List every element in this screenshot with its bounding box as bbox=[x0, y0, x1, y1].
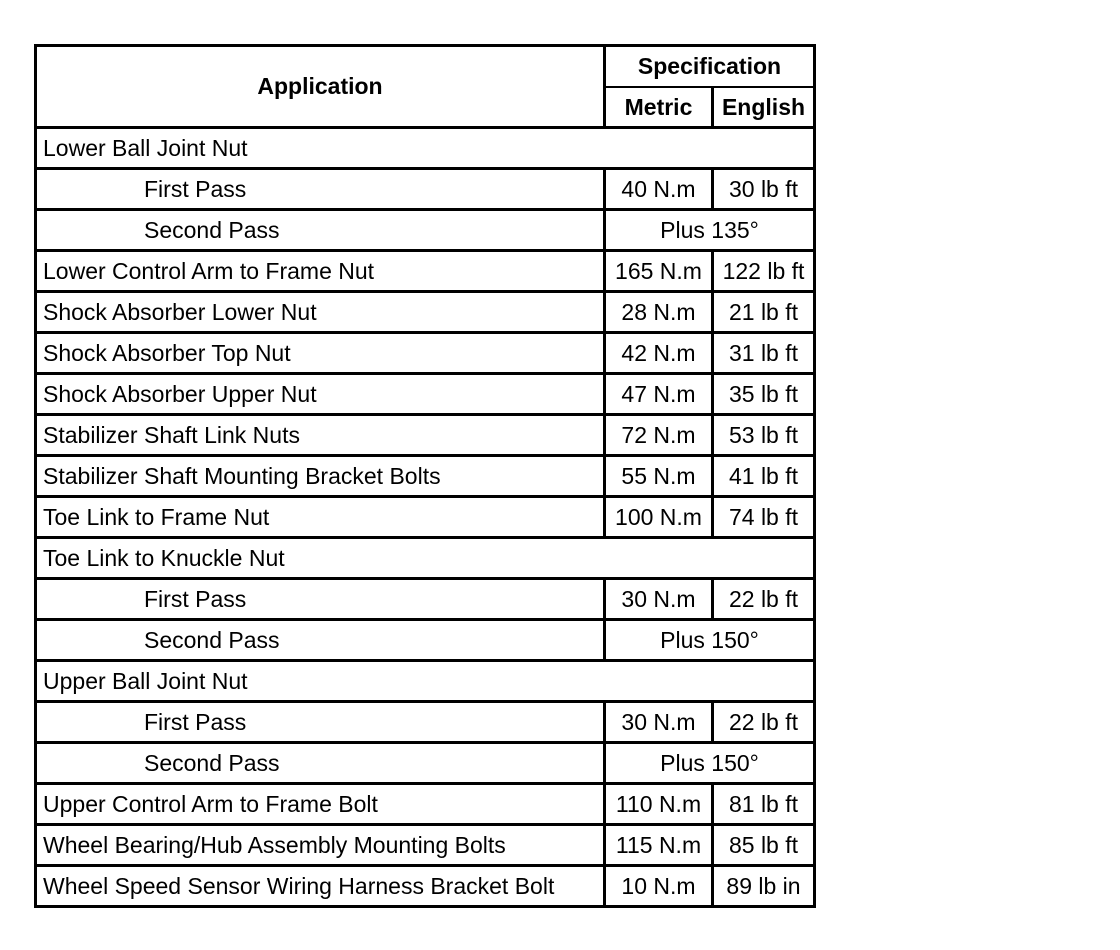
english-cell: 81 lb ft bbox=[714, 782, 813, 823]
table-row bbox=[37, 823, 813, 864]
metric-cell: 47 N.m bbox=[606, 372, 714, 413]
metric-cell: 10 N.m bbox=[606, 864, 714, 905]
application-cell: First Pass bbox=[37, 167, 606, 208]
torque-spec-table bbox=[34, 44, 816, 908]
application-cell: Stabilizer Shaft Link Nuts bbox=[37, 413, 606, 454]
english-cell: 89 lb in bbox=[714, 864, 813, 905]
spec-merged-cell: Plus 150° bbox=[606, 618, 813, 659]
metric-cell: 30 N.m bbox=[606, 700, 714, 741]
english-cell: 53 lb ft bbox=[714, 413, 813, 454]
application-cell: Second Pass bbox=[37, 741, 606, 782]
group-heading-cell: Upper Ball Joint Nut bbox=[37, 659, 813, 700]
english-cell: 22 lb ft bbox=[714, 577, 813, 618]
english-header: English bbox=[714, 88, 813, 129]
english-cell: 35 lb ft bbox=[714, 372, 813, 413]
english-cell: 85 lb ft bbox=[714, 823, 813, 864]
metric-cell: 115 N.m bbox=[606, 823, 714, 864]
english-cell: 22 lb ft bbox=[714, 700, 813, 741]
metric-cell: 40 N.m bbox=[606, 167, 714, 208]
table-row bbox=[37, 700, 813, 741]
spec-merged-cell: Plus 135° bbox=[606, 208, 813, 249]
table-row bbox=[37, 864, 813, 905]
application-cell: Shock Absorber Lower Nut bbox=[37, 290, 606, 331]
metric-cell: 165 N.m bbox=[606, 249, 714, 290]
table-row bbox=[37, 167, 813, 208]
english-cell: 74 lb ft bbox=[714, 495, 813, 536]
table-row bbox=[37, 331, 813, 372]
table-row bbox=[37, 208, 813, 249]
english-cell: 41 lb ft bbox=[714, 454, 813, 495]
table-row bbox=[37, 618, 813, 659]
english-cell: 30 lb ft bbox=[714, 167, 813, 208]
application-cell: Second Pass bbox=[37, 208, 606, 249]
table-row bbox=[37, 454, 813, 495]
application-cell: Wheel Bearing/Hub Assembly Mounting Bolts bbox=[37, 823, 606, 864]
application-cell: First Pass bbox=[37, 700, 606, 741]
application-cell: Stabilizer Shaft Mounting Bracket Bolts bbox=[37, 454, 606, 495]
table-row bbox=[37, 413, 813, 454]
application-cell: Upper Control Arm to Frame Bolt bbox=[37, 782, 606, 823]
table-row bbox=[37, 782, 813, 823]
application-cell: Wheel Speed Sensor Wiring Harness Bracket Bolt bbox=[37, 864, 606, 905]
metric-cell: 30 N.m bbox=[606, 577, 714, 618]
table-row bbox=[37, 249, 813, 290]
metric-cell: 55 N.m bbox=[606, 454, 714, 495]
table-row bbox=[37, 290, 813, 331]
spec-table-body bbox=[37, 129, 813, 905]
application-header: Application bbox=[37, 47, 606, 129]
application-cell: Second Pass bbox=[37, 618, 606, 659]
application-cell: First Pass bbox=[37, 577, 606, 618]
group-heading-cell: Lower Ball Joint Nut bbox=[43, 134, 248, 161]
metric-cell: 42 N.m bbox=[606, 331, 714, 372]
english-cell: 31 lb ft bbox=[714, 331, 813, 372]
metric-cell: 72 N.m bbox=[606, 413, 714, 454]
specification-header: Specification bbox=[606, 47, 813, 88]
metric-cell: 28 N.m bbox=[606, 290, 714, 331]
metric-cell: 110 N.m bbox=[606, 782, 714, 823]
table-row bbox=[37, 659, 813, 700]
table-row bbox=[37, 129, 813, 167]
table-row bbox=[37, 495, 813, 536]
group-heading-cell: Toe Link to Knuckle Nut bbox=[37, 536, 813, 577]
english-cell: 122 lb ft bbox=[714, 249, 813, 290]
application-cell: Toe Link to Frame Nut bbox=[37, 495, 606, 536]
spec-merged-cell: Plus 150° bbox=[606, 741, 813, 782]
metric-cell: 100 N.m bbox=[606, 495, 714, 536]
application-cell: Shock Absorber Upper Nut bbox=[37, 372, 606, 413]
table-row bbox=[37, 536, 813, 577]
table-row bbox=[37, 741, 813, 782]
application-cell: Lower Control Arm to Frame Nut bbox=[37, 249, 606, 290]
english-cell: 21 lb ft bbox=[714, 290, 813, 331]
application-cell: Shock Absorber Top Nut bbox=[37, 331, 606, 372]
table-row bbox=[37, 372, 813, 413]
metric-header: Metric bbox=[606, 88, 714, 129]
table-row bbox=[37, 577, 813, 618]
